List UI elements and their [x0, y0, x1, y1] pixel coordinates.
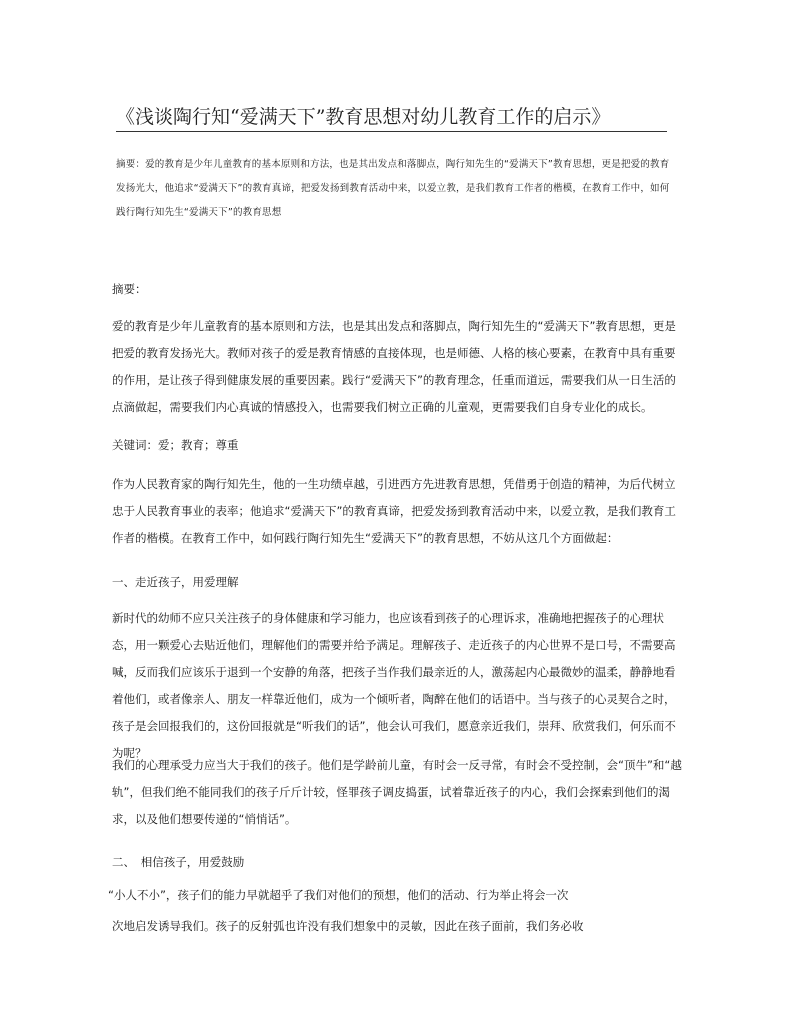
- document-title: 《浅谈陶行知“爱满天下”教育思想对幼儿教育工作的启示》: [116, 106, 611, 128]
- title-underline: [116, 131, 667, 132]
- intro-paragraph: 作为人民教育家的陶行知先生，他的一生功绩卓越，引进西方先进教育思想，凭借勇于创造的精神，为后代树立忠于人民教育事业的表率；他追求“爱满天下”的教育真谛，把爱发扬到教育活动中来，以爱立教，是我们教育工作者的楷模。在教育工作中，如何践行陶行知先生“爱满天下”的教育思想，不妨从这几个方面做起：: [112, 477, 676, 545]
- summary-block: 摘要：爱的教育是少年儿童教育的基本原则和方法，也是其出发点和落脚点，陶行知先生的“爱满天下”教育思想，更是把爱的教育发扬光大，他追求“爱满天下”的教育真谛，把爱发扬到教育活动中来，以爱立教，是我们教育工作者的楷模，在教育工作中，如何践行陶行知先生“爱满天下”的教育思想: [116, 159, 670, 218]
- section1-paragraph-2: 我们的心理承受力应当大于我们的孩子。他们是学龄前儿童，有时会一反寻常，有时会不受控制，会“顶牛”和“越轨”，但我们绝不能同我们的孩子斤斤计较，怪罪孩子调皮捣蛋，试着靠近孩子的内心，我们会探索到他们的渴求，以及他们想要传递的“悄悄话”。: [112, 758, 682, 826]
- section2-line-1: “小人不小”，孩子们的能力早就超乎了我们对他们的预想，他们的活动、行为举止将会一次: [108, 888, 569, 902]
- section1-heading: 一、走近孩子，用爱理解: [112, 575, 239, 589]
- section2-line-2: 次地启发诱导我们。孩子的反射弧也许没有我们想象中的灵敏，因此在孩子面前，我们务必收: [112, 919, 584, 933]
- section2-heading: 二、 相信孩子，用爱鼓励: [112, 855, 245, 869]
- abstract-label: 摘要：: [112, 282, 147, 296]
- abstract-paragraph: 爱的教育是少年儿童教育的基本原则和方法，也是其出发点和落脚点，陶行知先生的“爱满天下”教育思想，更是把爱的教育发扬光大。教师对孩子的爱是教育情感的直接体现，也是师德、人格的核心要素，在教育中具有重要的作用，是让孩子得到健康发展的重要因素。践行“爱满天下”的教育理念，任重而道远，需要我们从一日生活的点滴做起，需要我们内心真诚的情感投入，也需要我们树立正确的儿童观，更需要我们自身专业化的成长。: [112, 319, 676, 414]
- keywords-line: 关键词：爱；教育；尊重: [112, 438, 239, 452]
- section1-paragraph-1: 新时代的幼师不应只关注孩子的身体健康和学习能力，也应该看到孩子的心理诉求，准确地把握孩子的心理状态，用一颗爱心去贴近他们，理解他们的需要并给予满足。理解孩子、走近孩子的内心世界不是口号，不需要高喊，反而我们应该乐于退到一个安静的角落，把孩子当作我们最亲近的人，激荡起内心最微妙的温柔，静静地看着他们，或者像亲人、朋友一样靠近他们，成为一个倾听者，陶醉在他们的话语中。当与孩子的心灵契合之时，孩子是会回报我们的，这份回报就是“听我们的话”，他会认可我们，愿意亲近我们，崇拜、欣赏我们，何乐而不为呢？: [112, 611, 676, 760]
